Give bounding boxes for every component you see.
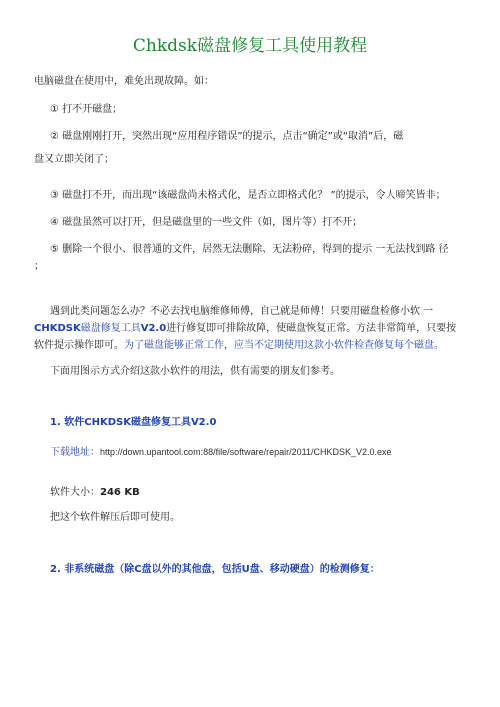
paragraph-line: [34, 337, 466, 355]
software-version: V2.0: [140, 323, 167, 334]
list-item-continuation: ；: [34, 261, 44, 272]
paragraph-text: 软件提示操作即可。: [34, 340, 124, 351]
highlight-text: 为了磁盘能够正常工作，应当不定期使用这款小软件检查修复每个磁盘。: [124, 340, 444, 351]
section-heading: 2. 非系统磁盘（除C盘以外的其他盘，包括U盘、移动硬盘）的检测修复：: [50, 564, 380, 575]
size-label: 软件大小：: [50, 487, 100, 498]
download-link[interactable]: http://down.upantool.com:88/file/software/repair/2011/CHKDSK_V2.0.exe: [100, 447, 392, 457]
paragraph-line: 下面用图示方式介绍这款小软件的用法，供有需要的朋友们参考。: [50, 366, 340, 377]
paragraph-line: [34, 320, 466, 338]
list-item: ② 磁盘刚刚打开，突然出现“应用程序错误”的提示，点击“确定”或“取消”后，磁: [50, 131, 404, 142]
paragraph-text: 进行修复即可排除故障，使磁盘恢复正常。方法非常简单，只要按: [166, 323, 457, 334]
size-line: [50, 484, 482, 502]
list-item: ⑤ 删除一个很小、很普通的文件，居然无法删除、无法粉碎，得到的提示 一无法找到路 径: [50, 244, 449, 255]
paragraph-line: 遇到此类问题怎么办？不必去找电脑维修师傅，自己就是师傅！只要用磁盘检修小软 一: [50, 306, 434, 317]
page-title: Chkdsk磁盘修复工具使用教程: [132, 36, 368, 56]
download-label: 下载地址：: [50, 447, 100, 458]
intro-text: 电脑磁盘在使用中，难免出现故障。如：: [34, 76, 214, 87]
note-text: 把这个软件解压后即可使用。: [50, 512, 180, 523]
size-value: 246 KB: [100, 487, 140, 498]
software-name: CHKDSK: [34, 323, 81, 334]
section-heading: 1. 软件CHKDSK磁盘修复工具V2.0: [50, 417, 217, 428]
list-item: ③ 磁盘打不开，而出现“该磁盘尚未格式化，是否立即格式化？ ”的提示，令人啼笑皆非；: [50, 190, 446, 201]
list-item-continuation: 盘又立即关闭了；: [34, 154, 114, 165]
list-item: ④ 磁盘虽然可以打开，但是磁盘里的一些文件（如，图片等）打不开；: [50, 217, 363, 228]
list-item: ① 打不开磁盘；: [50, 104, 123, 115]
download-line: [50, 443, 482, 462]
software-name-cn: 磁盘修复工具: [80, 323, 141, 334]
